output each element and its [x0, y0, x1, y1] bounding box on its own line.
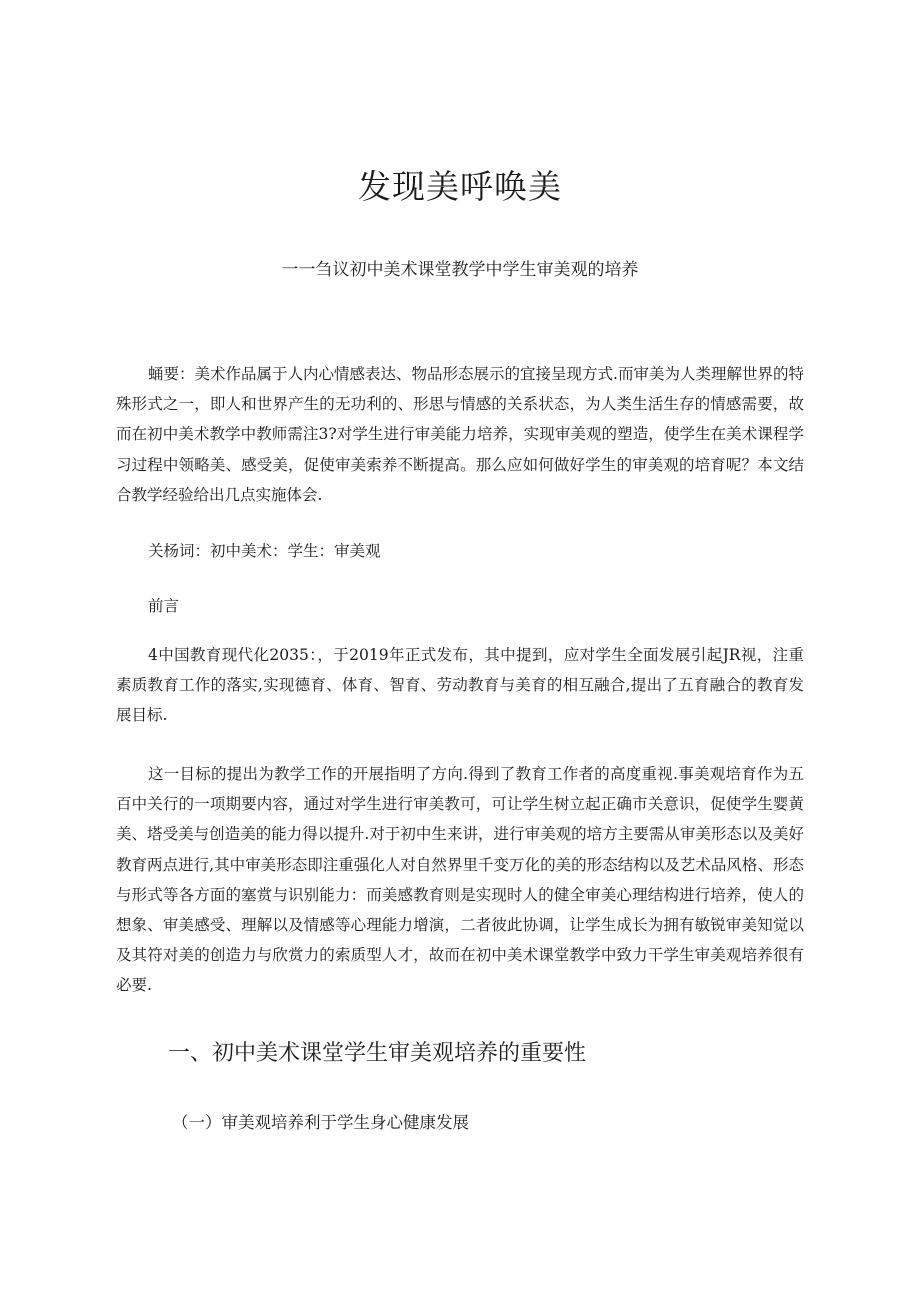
- abstract-paragraph: 蛹要：美术作品属于人内心情感表达、物品形态展示的宜接呈现方式.而审美为人类理解世界的特殊形式之一，即人和世界产生的无功利的、形思与情感的关系状态，为人类生活生存的情感需要，故而在初中美术教学中教师需注3?对学生进行审美能力培养，实现审美观的塑造，使学生在美术课程学习过程中领略美、感受美，促使审美索养不断提高。那么应如何做好学生的审美观的培育呢？本文结合教学经验给出几点实施体会.: [116, 365, 804, 504]
- preface-heading: 前言: [148, 597, 180, 615]
- document-subtitle: 一一刍议初中美术课堂教学中学生审美观的培养: [281, 260, 639, 280]
- document-title: 发现美呼唤美: [358, 167, 562, 206]
- keywords-line: 关杨词：初中美术：学生：审美观: [148, 542, 381, 560]
- body-paragraph: 4中国教育现代化2035：，于2019年正式发布，其中提到，应对学生全面发展引起JR视，注重素质教育工作的落实,实现德育、体育、智育、劳动教育与美育的相互融合,提出了五育融合的教育发展目标.: [116, 646, 804, 725]
- body-paragraph: 这一目标的提出为教学工作的开展指明了方向.得到了教育工作者的高度重视.事美观培育作为五百中关行的一项期要内容，通过对学生进行审美教可，可让学生树立起正确市关意识，促使学生婴黄美、塔受美与创造美的能力得以提升.对于初中生来讲，进行审美观的培方主要需从审美形态以及美好教育两点进行,其中审美形态即注重强化人对自然界里千变万化的美的形态结构以及艺术品风格、形态与形式等各方面的塞赏与识别能力：而美感教育则是实现时人的健全审美心理结构进行培养，使人的想象、审美感受、理解以及情感等心理能力增演，二者彼此协调，让学生成长为拥有敏锐审美知觉以及其符对美的创造力与欣赏力的索质型人才，故而在初中美术课堂教学中致力干学生审美观培养很有必要.: [116, 765, 804, 995]
- subsection-heading: （一）审美观培养利于学生身心健康发展: [172, 1113, 469, 1132]
- section-heading: 一、初中美术课堂学生审美观培养的重要性: [168, 1041, 587, 1066]
